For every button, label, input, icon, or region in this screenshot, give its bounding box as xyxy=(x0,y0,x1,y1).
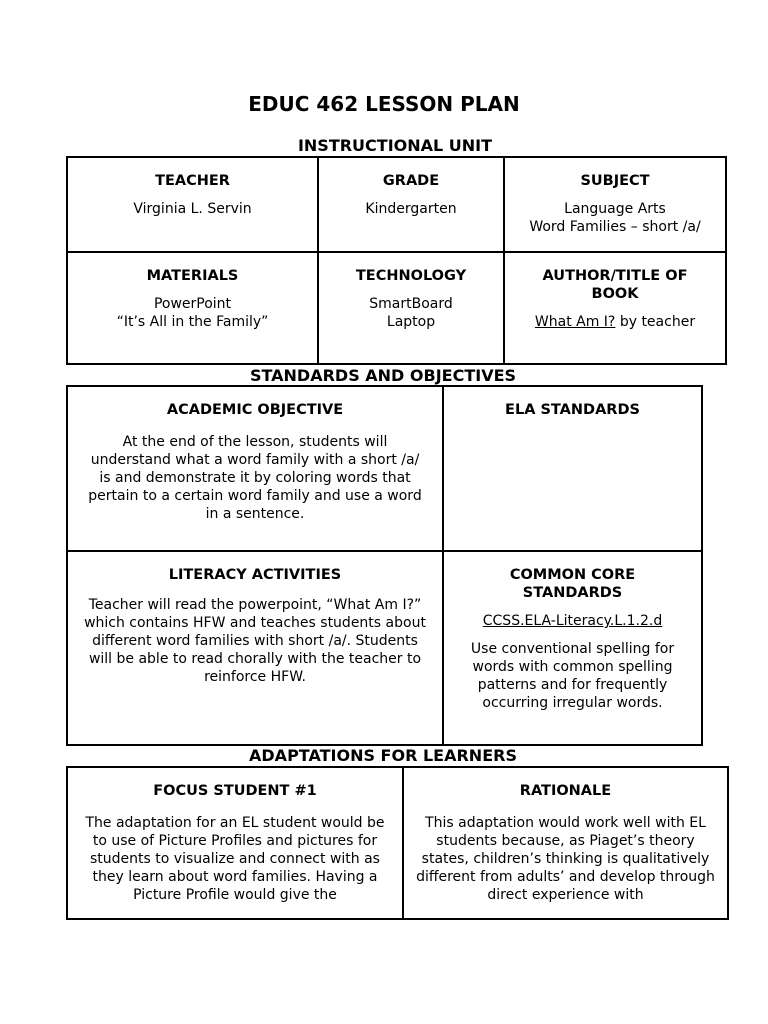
literacy-activities-label: LITERACY ACTIVITIES xyxy=(168,567,342,583)
teacher-value: Virginia L. Servin xyxy=(133,201,252,217)
document-title: EDUC 462 LESSON PLAN xyxy=(248,92,520,116)
ela-standards-label: ELA STANDARDS xyxy=(505,402,640,418)
teacher-label: TEACHER xyxy=(155,173,230,189)
materials-cell xyxy=(67,252,318,364)
subject-label: SUBJECT xyxy=(580,173,650,189)
teacher-cell xyxy=(67,157,318,252)
academic-objective-label: ACADEMIC OBJECTIVE xyxy=(166,402,344,418)
instructional-unit-heading: INSTRUCTIONAL UNIT xyxy=(297,136,493,155)
materials-line-1: PowerPoint xyxy=(153,296,232,312)
standards-table xyxy=(66,385,703,746)
common-core-cell xyxy=(443,551,702,745)
instructional-unit-table xyxy=(66,156,727,365)
subject-line-2: Word Families – short /a/ xyxy=(529,219,701,235)
adaptations-heading: ADAPTATIONS FOR LEARNERS xyxy=(249,746,517,765)
rationale-label: RATIONALE xyxy=(519,783,612,799)
author-title-cell xyxy=(504,252,726,364)
common-core-text: Use conventional spelling for words with common spelling patterns and for frequently occurring irregular words. xyxy=(470,641,675,711)
subject-cell xyxy=(504,157,726,252)
rationale-cell xyxy=(403,767,728,919)
author-title-value xyxy=(515,313,715,331)
focus-student-label: FOCUS STUDENT #1 xyxy=(153,783,317,799)
technology-label: TECHNOLOGY xyxy=(355,268,467,284)
book-author-text: by teacher xyxy=(615,314,696,330)
academic-objective-text: At the end of the lesson, students will understand what a word family with a short /a/ is and demonstrate it by coloring words that pertain to a certain word family and use a word in a sentence. xyxy=(88,434,422,522)
common-core-code-link[interactable]: CCSS.ELA-Literacy.L.1.2.d xyxy=(482,613,663,629)
materials-line-2: “It’s All in the Family” xyxy=(116,314,269,330)
materials-label: MATERIALS xyxy=(146,268,239,284)
book-title-link[interactable]: What Am I? xyxy=(534,314,616,330)
standards-heading: STANDARDS AND OBJECTIVES xyxy=(249,366,517,385)
common-core-label: COMMON CORE STANDARDS xyxy=(509,567,636,601)
grade-cell xyxy=(318,157,504,252)
technology-cell xyxy=(318,252,504,364)
ela-standards-cell xyxy=(443,386,702,551)
literacy-activities-cell xyxy=(67,551,443,745)
focus-student-text: The adaptation for an EL student would be to use of Picture Profiles and pictures for students to visualize and connect with as they learn about word families. Having a Picture Profile would give the xyxy=(85,815,385,903)
rationale-text: This adaptation would work well with EL students because, as Piaget’s theory states, children’s thinking is qualitatively different from adults’ and develop through direct experience with xyxy=(416,815,715,903)
technology-line-1: SmartBoard xyxy=(369,296,453,312)
grade-value: Kindergarten xyxy=(365,201,457,217)
focus-student-cell xyxy=(67,767,403,919)
academic-objective-cell xyxy=(67,386,443,551)
grade-label: GRADE xyxy=(382,173,440,189)
literacy-activities-text: Teacher will read the powerpoint, “What Am I?” which contains HFW and teaches students about different word families with short /a/. Students will be able to read chorally with the teacher to reinforce HFW. xyxy=(84,597,426,685)
adaptations-table xyxy=(66,766,729,920)
subject-line-1: Language Arts xyxy=(564,201,666,217)
author-title-label: AUTHOR/TITLE OF BOOK xyxy=(542,268,688,302)
technology-line-2: Laptop xyxy=(386,314,436,330)
